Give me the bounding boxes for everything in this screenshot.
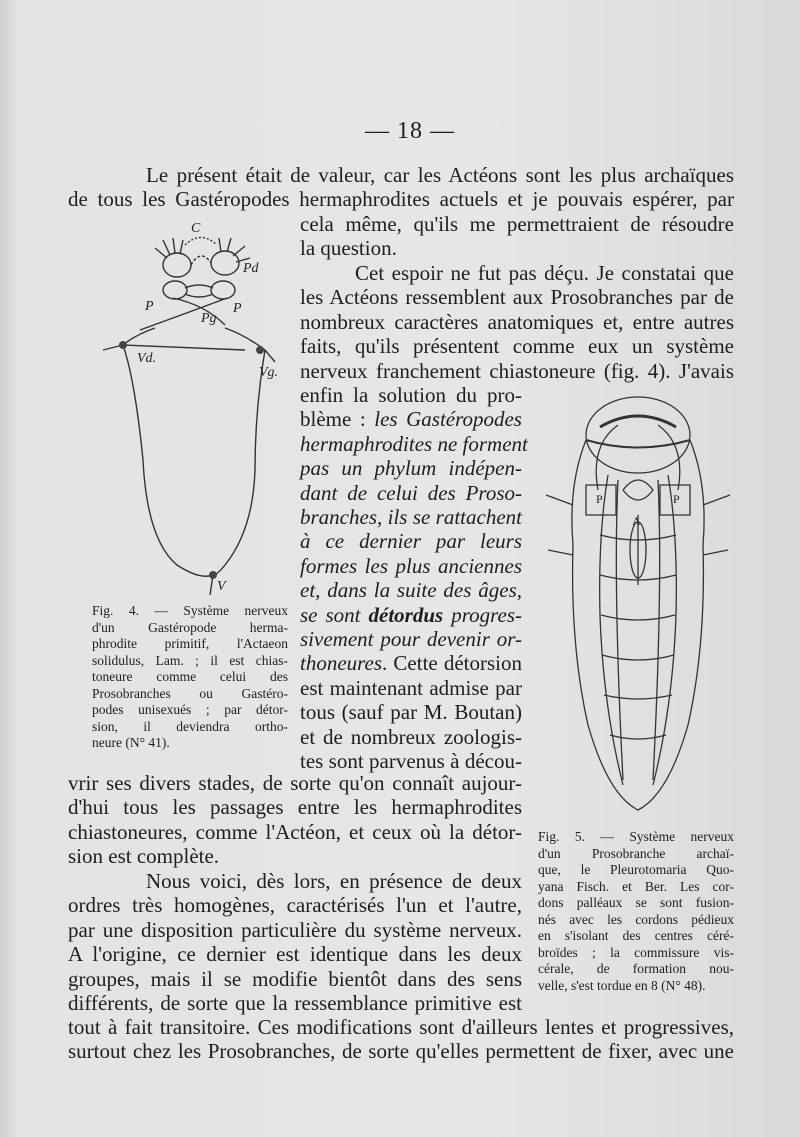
text-line: nerveux franchement chiastoneure (fig. 4). J'avais bbox=[300, 358, 734, 383]
italic-line: pas un phylum indépen- bbox=[300, 456, 522, 481]
text-line: cela même, qu'ils me permettraient de résoudre bbox=[300, 212, 734, 236]
caption-line: neure (N° 41). bbox=[92, 735, 170, 750]
text-line: tes sont parvenus à décou- bbox=[300, 749, 522, 774]
text-line: d'hui tous les passages entre les hermaphrodites bbox=[68, 795, 522, 820]
page-number: — 18 — bbox=[365, 118, 455, 144]
figure-4-nervous-system-drawing bbox=[95, 210, 295, 605]
text-line: ordres très homogènes, caractérisés l'un et l'autre, bbox=[68, 893, 522, 918]
fig5-label-p2: P bbox=[673, 492, 680, 506]
figure-5-caption bbox=[538, 829, 734, 994]
italic-line: hermaphrodites ne forment bbox=[300, 431, 528, 456]
caption-line: yana Fisch. et Ber. Les cor- bbox=[538, 878, 734, 894]
caption-line: cérale, de formation nou- bbox=[538, 961, 734, 976]
paragraph-3 bbox=[68, 869, 522, 1015]
text-line: Nous voici, dès lors, en présence de deux bbox=[146, 869, 522, 893]
caption-line: Prosobranches ou Gastéro- bbox=[92, 685, 288, 701]
text-line: tout à fait transitoire. Ces modifications sont d'ailleurs lentes et progressives, bbox=[68, 1015, 734, 1039]
caption-line: phrodite primitif, l'Actaeon bbox=[92, 636, 288, 651]
fig4-label-p1: P bbox=[145, 299, 154, 314]
italic-line: formes les plus anciennes bbox=[300, 553, 522, 578]
text-line: par une disposition particulière du système nerveux. bbox=[68, 917, 522, 942]
italic-text: les Gastéropodes bbox=[374, 407, 522, 432]
text-line: sion est complète. bbox=[68, 844, 220, 869]
text-line: la question. bbox=[300, 236, 397, 261]
text-line: faits, qu'ils présentent comme eux un système bbox=[300, 334, 734, 359]
caption-line: velle, s'est tordue en 8 (N° 48). bbox=[538, 977, 706, 993]
fig4-label-pg: Pg bbox=[201, 311, 217, 326]
fig4-label-p2: P bbox=[233, 301, 242, 316]
fig4-label-vg: Vg. bbox=[259, 365, 279, 380]
caption-line: toneure comme celui des bbox=[92, 669, 288, 684]
text-fragment: blème : bbox=[300, 407, 375, 432]
figure-4-caption bbox=[92, 603, 288, 752]
italic-line: sivement pour devenir or- bbox=[300, 627, 522, 652]
text-fragment: . Cette détorsion bbox=[382, 651, 522, 676]
italic-text: progres- bbox=[443, 602, 523, 627]
paragraph-3-full bbox=[68, 1015, 734, 1064]
caption-line: broïdes ; la commissure vis- bbox=[538, 944, 734, 960]
text-line: est maintenant admise par bbox=[300, 675, 522, 700]
text-line: de tous les Gastéropodes hermaphrodites actuels et je pouvais espérer, par bbox=[68, 187, 734, 212]
fig5-labels bbox=[596, 492, 680, 528]
caption-line: d'un Prosobranche archaï- bbox=[538, 845, 734, 861]
italic-line: dant de celui des Proso- bbox=[300, 480, 522, 505]
text-line bbox=[300, 651, 522, 675]
caption-line: sion, il deviendra ortho- bbox=[92, 718, 288, 734]
bold-text: détordus bbox=[368, 602, 444, 627]
text-line: et de nombreux zoologis- bbox=[300, 724, 522, 749]
text-line: enfin la solution du pro- bbox=[300, 383, 522, 407]
fig4-label-c: C bbox=[191, 221, 201, 236]
caption-line: en s'isolant des centres céré- bbox=[538, 928, 734, 943]
fig5-lines bbox=[546, 397, 730, 810]
caption-line: nés avec les cordons pédieux bbox=[538, 911, 734, 927]
italic-line: à ce dernier par leurs bbox=[300, 529, 522, 554]
fig4-label-vd: Vd. bbox=[137, 351, 157, 366]
italic-text: se sont bbox=[300, 602, 369, 627]
caption-line: d'un Gastéropode herma- bbox=[92, 619, 288, 635]
paragraph-2-narrow bbox=[300, 383, 528, 774]
paragraph-1 bbox=[68, 163, 734, 212]
caption-line: dons palléaux se sont fusion- bbox=[538, 895, 734, 910]
italic-text: thoneures bbox=[300, 651, 383, 676]
fig5-label-p1: P bbox=[596, 492, 603, 506]
text-line: les Actéons ressemblent aux Prosobranches par de bbox=[300, 285, 734, 310]
fig4-lines bbox=[103, 238, 275, 596]
fig5-label-a: A bbox=[632, 514, 641, 528]
text-line: Le présent était de valeur, car les Actéons sont les plus archaïques bbox=[146, 163, 734, 187]
figure-5-nervous-system-drawing bbox=[538, 385, 738, 825]
paragraph-1-continued bbox=[300, 212, 734, 261]
caption-line: Fig. 4. — Système nerveux bbox=[92, 603, 288, 618]
text-line: différents, de sorte que la ressemblance primitive est bbox=[68, 991, 522, 1016]
text-line bbox=[300, 407, 522, 431]
caption-line: solidulus, Lam. ; il est chias- bbox=[92, 652, 288, 668]
italic-line: branches, ils se rattachent bbox=[300, 505, 522, 530]
caption-line: Fig. 5. — Système nerveux bbox=[538, 829, 734, 844]
paragraph-2 bbox=[300, 261, 734, 383]
fig4-label-pd: Pd bbox=[243, 261, 259, 276]
text-line: nombreux caractères anatomiques et, entre autres bbox=[300, 309, 734, 334]
italic-line: et, dans la suite des âges, bbox=[300, 578, 522, 603]
text-line: vrir ses divers stades, de sorte qu'on connaît aujour- bbox=[68, 771, 522, 795]
fig4-ganglia bbox=[119, 341, 264, 579]
text-line: A l'origine, ce dernier est identique dans les deux bbox=[68, 942, 522, 967]
caption-line: que, le Pleurotomaria Quo- bbox=[538, 862, 734, 877]
text-line: Cet espoir ne fut pas déçu. Je constatai que bbox=[355, 261, 734, 285]
text-line: tous (sauf par M. Boutan) bbox=[300, 700, 522, 725]
text-line: groupes, mais il se modifie bientôt dans des sens bbox=[68, 966, 522, 991]
text-line: chiastoneures, comme l'Actéon, et ceux où la détor- bbox=[68, 819, 522, 844]
text-line: surtout chez les Prosobranches, de sorte qu'elles permettent de fixer, avec une bbox=[68, 1039, 734, 1064]
fig4-label-v: V bbox=[217, 579, 226, 594]
text-line bbox=[300, 603, 522, 627]
caption-line: podes unisexués ; par détor- bbox=[92, 702, 288, 717]
paragraph-2-lower bbox=[68, 771, 522, 869]
